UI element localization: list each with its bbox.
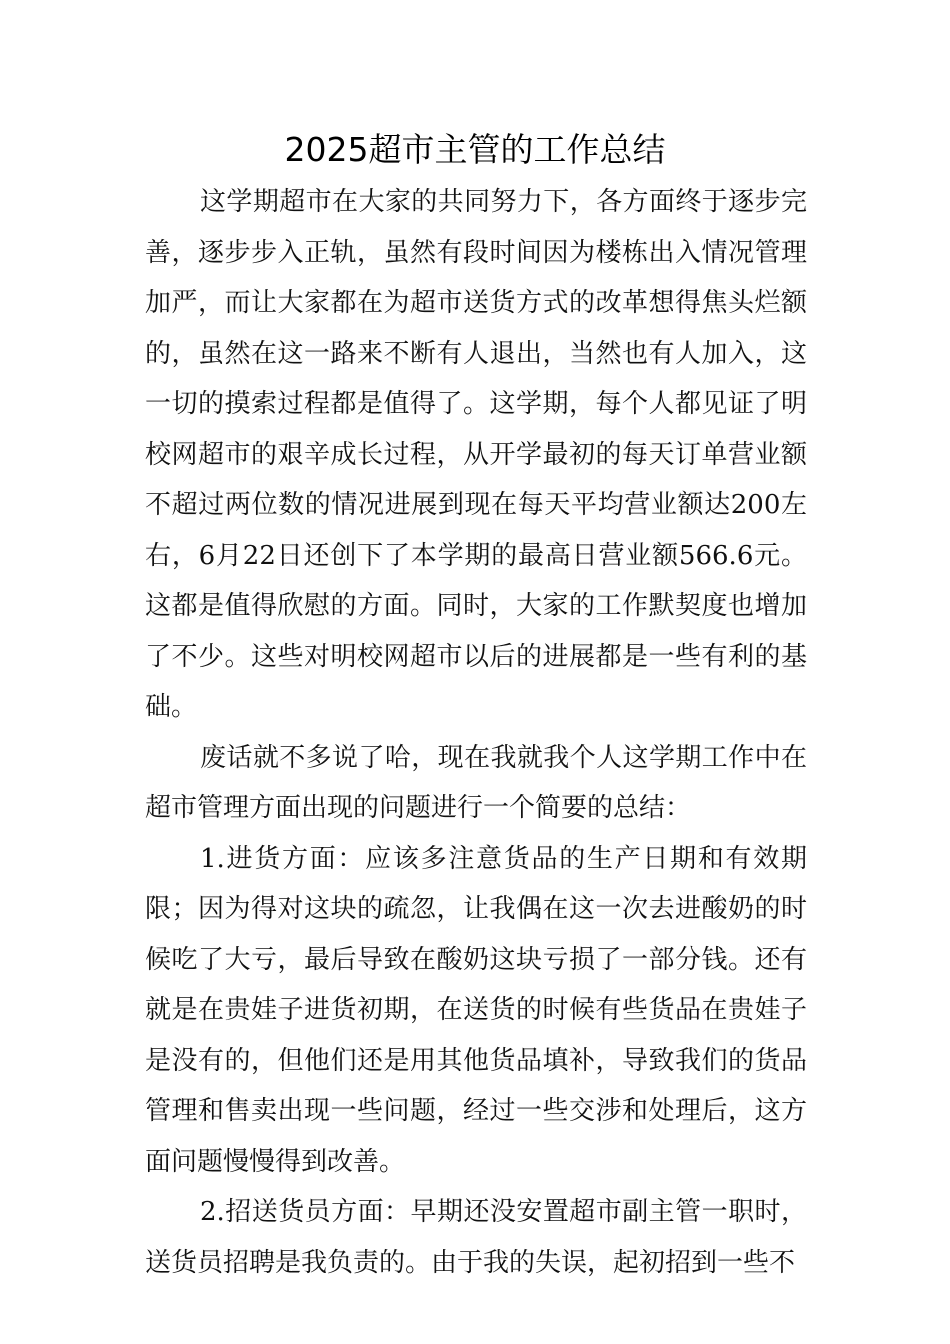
paragraph-2: 废话就不多说了哈，现在我就我个人这学期工作中在超市管理方面出现的问题进行一个简要的总结：: [145, 742, 807, 823]
document-body: [145, 177, 807, 1288]
document-title: 2025超市主管的工作总结: [284, 130, 666, 169]
paragraph-3: 1.进货方面：应该多注意货品的生产日期和有效期限；因为得对这块的疏忽，让我偶在这一次去进酸奶的时候吃了大亏，最后导致在酸奶这块亏损了一部分钱。还有就是在贵娃子进货初期，在送货的时候有些货品在贵娃子是没有的，但他们还是用其他货品填补，导致我们的货品管理和售卖出现一些问题，经过一些交涉和处理后，这方面问题慢慢得到改善。: [145, 843, 807, 1177]
paragraph-1: 这学期超市在大家的共同努力下，各方面终于逐步完善，逐步步入正轨，虽然有段时间因为楼栋出入情况管理加严，而让大家都在为超市送货方式的改革想得焦头烂额的，虽然在这一路来不断有人退出，当然也有人加入，这一切的摸索过程都是值得了。这学期，每个人都见证了明校网超市的艰辛成长过程，从开学最初的每天订单营业额不超过两位数的情况进展到现在每天平均营业额达200左右，6月22日还创下了本学期的最高日营业额566.6元。这都是值得欣慰的方面。同时，大家的工作默契度也增加了不少。这些对明校网超市以后的进展都是一些有利的基础。: [145, 187, 807, 722]
paragraph-4: 2.招送货员方面：早期还没安置超市副主管一职时，送货员招聘是我负责的。由于我的失误，起初招到一些不: [145, 1197, 807, 1278]
